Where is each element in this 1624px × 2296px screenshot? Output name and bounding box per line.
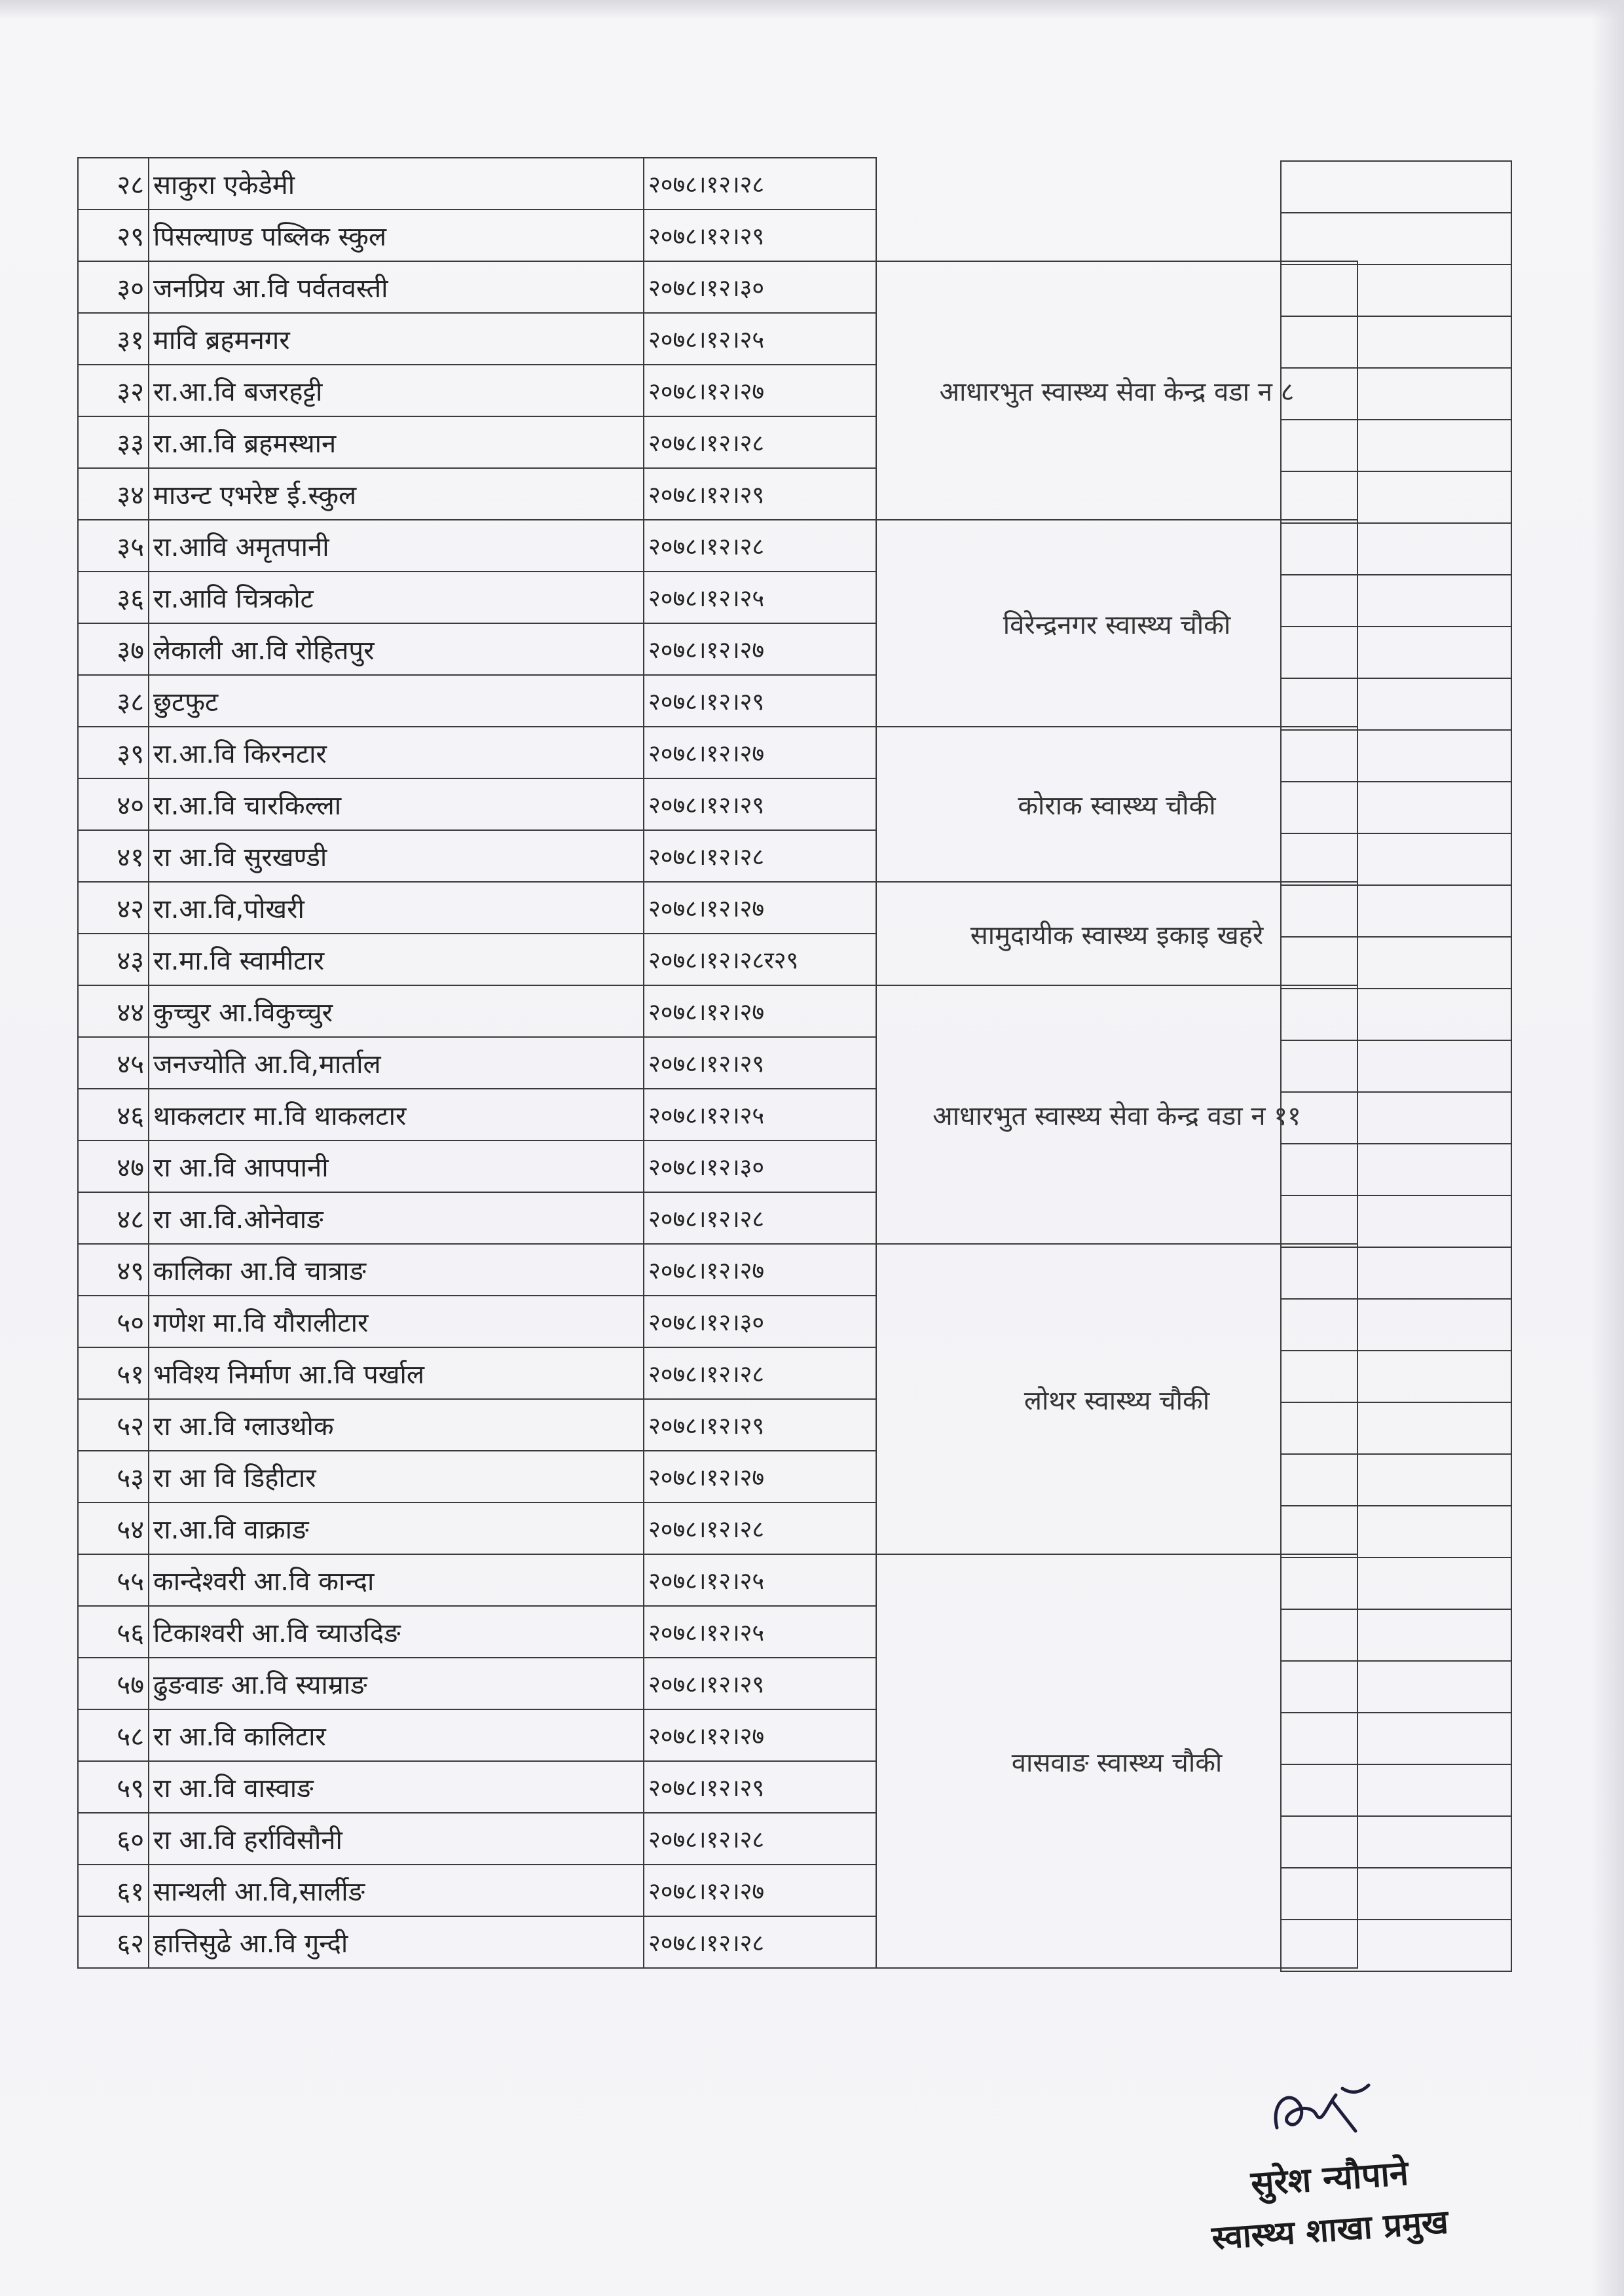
date-cell: २०७८।१२।२९ — [644, 1658, 876, 1709]
table-row — [78, 1554, 1357, 1606]
verification-row — [1281, 885, 1511, 937]
signature-block — [1211, 2075, 1486, 2272]
serial-number-cell: ५९ — [78, 1761, 149, 1813]
date-cell: २०७८।१२।२८ — [644, 1503, 876, 1554]
verification-cell — [1281, 523, 1511, 575]
serial-number-cell: ३३ — [78, 416, 149, 468]
verification-row — [1281, 368, 1511, 420]
school-name-cell: रा आ.वि सुरखण्डी — [149, 830, 644, 882]
verification-row — [1281, 782, 1511, 833]
school-name-cell: रा आ.वि कालिटार — [149, 1709, 644, 1761]
school-name-cell: रा आ.वि वास्वाङ — [149, 1761, 644, 1813]
verification-row — [1281, 1144, 1511, 1195]
verification-row — [1281, 730, 1511, 782]
verification-cell — [1281, 1402, 1511, 1454]
verification-cell — [1281, 1713, 1511, 1764]
health-center-cell: कोराक स्वास्थ्य चौकी — [876, 727, 1357, 882]
serial-number-cell: ४० — [78, 778, 149, 830]
verification-row — [1281, 1816, 1511, 1868]
serial-number-cell: ५२ — [78, 1399, 149, 1451]
table-row — [78, 520, 1357, 572]
date-cell: २०७८।१२।३० — [644, 1296, 876, 1347]
table-row — [78, 727, 1357, 778]
verification-row — [1281, 1661, 1511, 1713]
verification-cell — [1281, 1868, 1511, 1920]
verification-cell — [1281, 316, 1511, 368]
school-name-cell: हात्तिसुढे आ.वि गुन्दी — [149, 1916, 644, 1968]
verification-row — [1281, 420, 1511, 471]
verification-row — [1281, 1454, 1511, 1506]
verification-cell — [1281, 575, 1511, 627]
verification-cell — [1281, 627, 1511, 678]
serial-number-cell: २८ — [78, 158, 149, 210]
school-name-cell: रा.आवि चित्रकोट — [149, 572, 644, 623]
verification-cell — [1281, 833, 1511, 885]
serial-number-cell: ५१ — [78, 1347, 149, 1399]
health-center-cell: वासवाङ स्वास्थ्य चौकी — [876, 1554, 1357, 1968]
date-cell: २०७८।१२।२८ — [644, 1192, 876, 1244]
verification-row — [1281, 264, 1511, 316]
verification-row — [1281, 471, 1511, 523]
verification-cell — [1281, 1506, 1511, 1558]
signatory-name: सुरेश न्यौपाने — [1249, 2153, 1410, 2204]
verification-column-table — [1280, 160, 1512, 1972]
school-name-cell: भविश्य निर्माण आ.वि पर्खाल — [149, 1347, 644, 1399]
verification-row — [1281, 1868, 1511, 1920]
verification-row — [1281, 213, 1511, 264]
school-name-cell: साकुरा एकेडेमी — [149, 158, 644, 210]
school-name-cell: रा.आ.वि किरनटार — [149, 727, 644, 778]
date-cell: २०७८।१२।२७ — [644, 1865, 876, 1916]
serial-number-cell: ६१ — [78, 1865, 149, 1916]
verification-table-body — [1281, 161, 1511, 1971]
school-name-cell: रा.आ.वि बजरहट्टी — [149, 365, 644, 416]
date-cell: २०७८।१२।२५ — [644, 572, 876, 623]
verification-row — [1281, 1040, 1511, 1092]
serial-number-cell: ६० — [78, 1813, 149, 1865]
verification-cell — [1281, 1454, 1511, 1506]
date-cell: २०७८।१२।२५ — [644, 1606, 876, 1658]
school-table-body — [78, 158, 1357, 1968]
serial-number-cell: ५३ — [78, 1451, 149, 1503]
table-row — [78, 882, 1357, 934]
health-center-cell: सामुदायीक स्वास्थ्य इकाइ खहरे — [876, 882, 1357, 985]
table-row — [78, 1244, 1357, 1296]
health-center-cell: विरेन्द्रनगर स्वास्थ्य चौकी — [876, 520, 1357, 727]
verification-row — [1281, 523, 1511, 575]
verification-cell — [1281, 420, 1511, 471]
date-cell: २०७८।१२।२९ — [644, 1037, 876, 1089]
verification-cell — [1281, 213, 1511, 264]
verification-row — [1281, 1920, 1511, 1971]
verification-cell — [1281, 161, 1511, 213]
verification-cell — [1281, 471, 1511, 523]
verification-row — [1281, 1092, 1511, 1144]
date-cell: २०७८।१२।२९ — [644, 675, 876, 727]
date-cell: २०७८।१२।२८ — [644, 830, 876, 882]
school-name-cell: कुच्चुर आ.विकुच्चुर — [149, 985, 644, 1037]
serial-number-cell: ४३ — [78, 934, 149, 985]
serial-number-cell: ४४ — [78, 985, 149, 1037]
date-cell: २०७८।१२।२९ — [644, 778, 876, 830]
school-name-cell: कान्देश्वरी आ.वि कान्दा — [149, 1554, 644, 1606]
verification-cell — [1281, 782, 1511, 833]
date-cell: २०७८।१२।२९ — [644, 1399, 876, 1451]
table-row — [78, 158, 1357, 210]
health-center-cell: लोथर स्वास्थ्य चौकी — [876, 1244, 1357, 1554]
date-cell: २०७८।१२।२९ — [644, 468, 876, 520]
verification-cell — [1281, 1040, 1511, 1092]
verification-row — [1281, 937, 1511, 989]
health-center-cell: आधारभुत स्वास्थ्य सेवा केन्द्र वडा न ८ — [876, 261, 1357, 520]
serial-number-cell: ३५ — [78, 520, 149, 572]
school-name-cell: गणेश मा.वि यौरालीटार — [149, 1296, 644, 1347]
page-shadow-top — [0, 0, 1624, 20]
serial-number-cell: ३९ — [78, 727, 149, 778]
date-cell: २०७८।१२।२७ — [644, 882, 876, 934]
school-name-cell: रा.मा.वि स्वामीटार — [149, 934, 644, 985]
serial-number-cell: ६२ — [78, 1916, 149, 1968]
verification-cell — [1281, 368, 1511, 420]
school-name-cell: जनप्रिय आ.वि पर्वतवस्ती — [149, 261, 644, 313]
school-name-cell: रा आ.वि ग्लाउथोक — [149, 1399, 644, 1451]
verification-row — [1281, 1299, 1511, 1351]
serial-number-cell: ४६ — [78, 1089, 149, 1140]
signatory-title: स्वास्थ्य शाखा प्रमुख — [1210, 2202, 1450, 2257]
date-cell: २०७८।१२।२९ — [644, 210, 876, 261]
verification-cell — [1281, 1816, 1511, 1868]
date-cell: २०७८।१२।२७ — [644, 1244, 876, 1296]
verification-row — [1281, 1247, 1511, 1299]
date-cell: २०७८।१२।२८ — [644, 520, 876, 572]
verification-cell — [1281, 1247, 1511, 1299]
serial-number-cell: ३६ — [78, 572, 149, 623]
school-name-cell: छुटफुट — [149, 675, 644, 727]
school-name-cell: रा आ.वि हर्राविसौनी — [149, 1813, 644, 1865]
verification-cell — [1281, 1764, 1511, 1816]
verification-row — [1281, 316, 1511, 368]
school-name-cell: रा आ.वि.ओनेवाङ — [149, 1192, 644, 1244]
serial-number-cell: ४८ — [78, 1192, 149, 1244]
school-name-cell: सान्थली आ.वि,सार्लीङ — [149, 1865, 644, 1916]
verification-row — [1281, 1506, 1511, 1558]
date-cell: २०७८।१२।२८ — [644, 1916, 876, 1968]
verification-row — [1281, 1764, 1511, 1816]
verification-cell — [1281, 1299, 1511, 1351]
verification-row — [1281, 1402, 1511, 1454]
serial-number-cell: ३१ — [78, 313, 149, 365]
school-name-cell: माउन्ट एभरेष्ट ई.स्कुल — [149, 468, 644, 520]
serial-number-cell: ४७ — [78, 1140, 149, 1192]
date-cell: २०७८।१२।२८ — [644, 1813, 876, 1865]
verification-cell — [1281, 1558, 1511, 1609]
date-cell: २०७८।१२।२७ — [644, 365, 876, 416]
serial-number-cell: ५८ — [78, 1709, 149, 1761]
school-name-cell: कालिका आ.वि चात्राङ — [149, 1244, 644, 1296]
school-name-cell: रा.आवि अमृतपानी — [149, 520, 644, 572]
verification-cell — [1281, 1144, 1511, 1195]
serial-number-cell: ४५ — [78, 1037, 149, 1089]
verification-row — [1281, 989, 1511, 1040]
serial-number-cell: ५४ — [78, 1503, 149, 1554]
serial-number-cell: ३० — [78, 261, 149, 313]
date-cell: २०७८।१२।२५ — [644, 313, 876, 365]
verification-cell — [1281, 264, 1511, 316]
verification-cell — [1281, 1195, 1511, 1247]
school-name-cell: रा.आ.वि ब्रहमस्थान — [149, 416, 644, 468]
serial-number-cell: ४१ — [78, 830, 149, 882]
date-cell: २०७८।१२।२८र२९ — [644, 934, 876, 985]
serial-number-cell: ३८ — [78, 675, 149, 727]
verification-cell — [1281, 730, 1511, 782]
school-schedule-table — [77, 157, 1358, 1969]
school-name-cell: थाकलटार मा.वि थाकलटार — [149, 1089, 644, 1140]
verification-row — [1281, 627, 1511, 678]
date-cell: २०७८।१२।२७ — [644, 1451, 876, 1503]
school-name-cell: जनज्योति आ.वि,मार्ताल — [149, 1037, 644, 1089]
table-row — [78, 985, 1357, 1037]
verification-cell — [1281, 1351, 1511, 1402]
school-name-cell: मावि ब्रहमनगर — [149, 313, 644, 365]
verification-cell — [1281, 1920, 1511, 1971]
serial-number-cell: ५७ — [78, 1658, 149, 1709]
verification-cell — [1281, 989, 1511, 1040]
health-center-cell: आधारभुत स्वास्थ्य सेवा केन्द्र वडा न ११ — [876, 985, 1357, 1244]
verification-cell — [1281, 1661, 1511, 1713]
school-name-cell: रा आ.वि आपपानी — [149, 1140, 644, 1192]
date-cell: २०७८।१२।२८ — [644, 416, 876, 468]
verification-row — [1281, 1713, 1511, 1764]
verification-row — [1281, 1351, 1511, 1402]
date-cell: २०७८।१२।२९ — [644, 1761, 876, 1813]
date-cell: २०७८।१२।२५ — [644, 1554, 876, 1606]
serial-number-cell: ३७ — [78, 623, 149, 675]
verification-cell — [1281, 885, 1511, 937]
serial-number-cell: २९ — [78, 210, 149, 261]
school-name-cell: रा.आ.वि चारकिल्ला — [149, 778, 644, 830]
handwritten-signature — [1264, 2075, 1395, 2147]
table-row — [78, 261, 1357, 313]
verification-cell — [1281, 937, 1511, 989]
verification-cell — [1281, 1609, 1511, 1661]
verification-cell — [1281, 1092, 1511, 1144]
verification-row — [1281, 1609, 1511, 1661]
date-cell: २०७८।१२।२७ — [644, 623, 876, 675]
serial-number-cell: ५६ — [78, 1606, 149, 1658]
serial-number-cell: ४२ — [78, 882, 149, 934]
serial-number-cell: ३२ — [78, 365, 149, 416]
verification-row — [1281, 1195, 1511, 1247]
serial-number-cell: ५० — [78, 1296, 149, 1347]
serial-number-cell: ३४ — [78, 468, 149, 520]
date-cell: २०७८।१२।३० — [644, 261, 876, 313]
school-name-cell: टिकाश्वरी आ.वि च्याउदिङ — [149, 1606, 644, 1658]
school-name-cell: रा.आ.वि,पोखरी — [149, 882, 644, 934]
date-cell: २०७८।१२।२८ — [644, 1347, 876, 1399]
date-cell: २०७८।१२।२७ — [644, 1709, 876, 1761]
date-cell: २०७८।१२।२७ — [644, 727, 876, 778]
serial-number-cell: ४९ — [78, 1244, 149, 1296]
school-name-cell: लेकाली आ.वि रोहितपुर — [149, 623, 644, 675]
verification-row — [1281, 161, 1511, 213]
page-shadow-right — [1591, 0, 1624, 2296]
verification-row — [1281, 678, 1511, 730]
verification-row — [1281, 575, 1511, 627]
serial-number-cell: ५५ — [78, 1554, 149, 1606]
date-cell: २०७८।१२।२७ — [644, 985, 876, 1037]
verification-row — [1281, 1558, 1511, 1609]
date-cell: २०७८।१२।३० — [644, 1140, 876, 1192]
verification-row — [1281, 833, 1511, 885]
school-name-cell: ढुङवाङ आ.वि स्याम्राङ — [149, 1658, 644, 1709]
school-name-cell: पिसल्याण्ड पब्लिक स्कुल — [149, 210, 644, 261]
verification-cell — [1281, 678, 1511, 730]
date-cell: २०७८।१२।२८ — [644, 158, 876, 210]
school-name-cell: रा आ वि डिहीटार — [149, 1451, 644, 1503]
date-cell: २०७८।१२।२५ — [644, 1089, 876, 1140]
school-name-cell: रा.आ.वि वाक्राङ — [149, 1503, 644, 1554]
